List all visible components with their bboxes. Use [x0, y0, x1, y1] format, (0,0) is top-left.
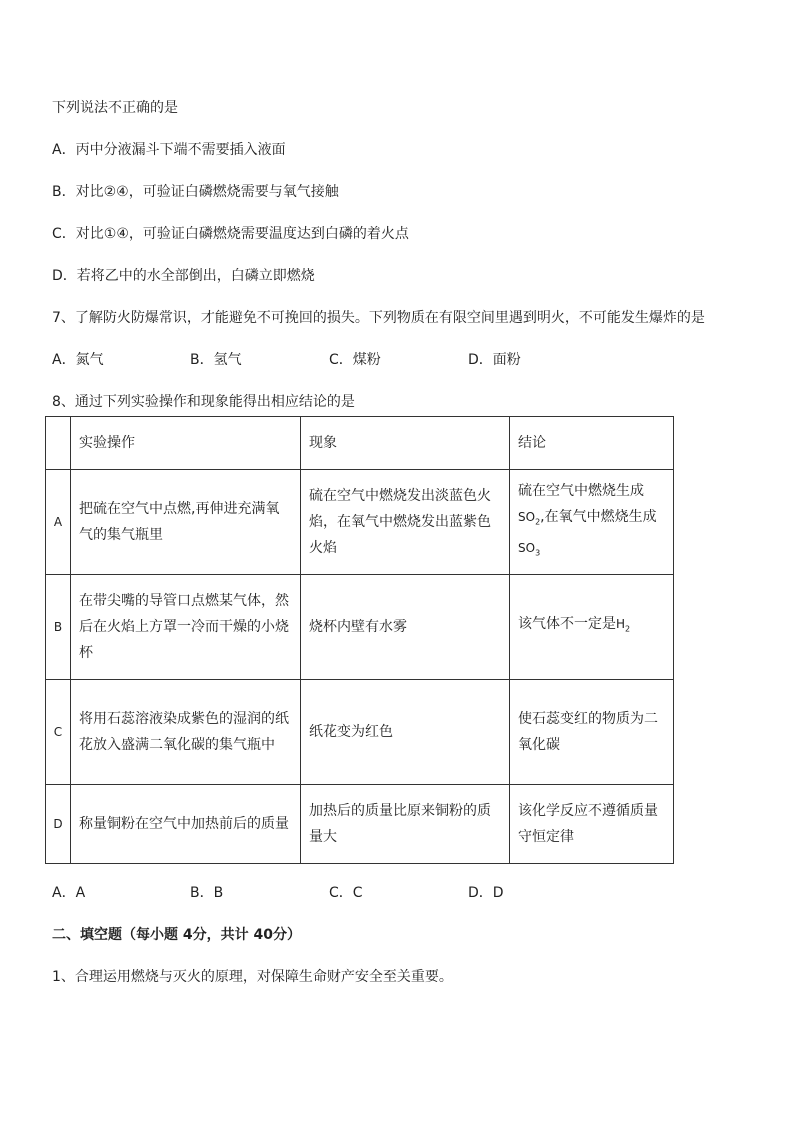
row-operation: 称量铜粉在空气中加热前后的质量	[71, 785, 301, 864]
formula: $H_2$	[616, 617, 631, 634]
header-conclusion: 结论	[510, 417, 674, 470]
section-heading: 二、填空题（每小题 4分，共计 40分）	[52, 927, 301, 943]
row-label: C	[46, 680, 71, 785]
q8-option-b: B．B	[190, 885, 224, 901]
table-row	[46, 470, 674, 575]
q8-option-d: D．D	[468, 885, 504, 901]
row-label: A	[46, 470, 71, 575]
row-operation: 在带尖嘴的导管口点燃某气体，然后在火焰上方罩一冷而干燥的小烧杯	[71, 575, 301, 680]
formula: $SO_2$	[518, 509, 541, 526]
q6-option-c: C．对比①④，可验证白磷燃烧需要温度达到白磷的着火点	[52, 226, 409, 242]
row-phenomenon: 加热后的质量比原来铜粉的质量大	[301, 785, 510, 864]
row-conclusion: 该化学反应不遵循质量守恒定律	[510, 785, 674, 864]
table-row	[46, 785, 674, 864]
row-operation: 将用石蕊溶液染成紫色的湿润的纸花放入盛满二氧化碳的集气瓶中	[71, 680, 301, 785]
conclusion-text: 硫在空气中燃烧生成	[518, 482, 644, 499]
q7-options	[52, 350, 652, 370]
q8-option-a: A．A	[52, 885, 86, 901]
q6-option-a: A．丙中分液漏斗下端不需要插入液面	[52, 142, 286, 158]
header-phenomenon: 现象	[301, 417, 510, 470]
header-operation: 实验操作	[71, 417, 301, 470]
header-label-cell	[46, 417, 71, 470]
q6-stem: 下列说法不正确的是	[52, 100, 178, 116]
row-phenomenon: 硫在空气中燃烧发出淡蓝色火焰，在氧气中燃烧发出蓝紫色火焰	[301, 470, 510, 575]
table-row	[46, 575, 674, 680]
fill-question-1: 1、合理运用燃烧与灭火的原理，对保障生命财产安全至关重要。	[52, 969, 453, 985]
row-conclusion	[510, 470, 674, 575]
formula: $SO_3$	[518, 541, 541, 558]
experiment-table	[45, 416, 674, 864]
q7-option-c: C．煤粉	[329, 352, 381, 368]
row-label: B	[46, 575, 71, 680]
q6-option-b: B．对比②④，可验证白磷燃烧需要与氧气接触	[52, 184, 339, 200]
q6-option-d: D．若将乙中的水全部倒出，白磷立即燃烧	[52, 268, 315, 284]
q7-option-a: A．氮气	[52, 352, 104, 368]
row-label: D	[46, 785, 71, 864]
row-conclusion	[510, 575, 674, 680]
row-phenomenon: 烧杯内壁有水雾	[301, 575, 510, 680]
q8-option-c: C．C	[329, 885, 363, 901]
q7-option-b: B．氢气	[190, 352, 242, 368]
q7-option-d: D．面粉	[468, 352, 521, 368]
conclusion-text: 该气体不一定是	[518, 616, 616, 633]
row-phenomenon: 纸花变为红色	[301, 680, 510, 785]
table-row	[46, 680, 674, 785]
q7-stem: 7、了解防火防爆常识，才能避免不可挽回的损失。下列物质在有限空间里遇到明火，不可能发生爆炸的是	[52, 310, 705, 326]
table-header-row	[46, 417, 674, 470]
row-operation: 把硫在空气中点燃,再伸进充满氧气的集气瓶里	[71, 470, 301, 575]
q8-stem: 8、通过下列实验操作和现象能得出相应结论的是	[52, 394, 355, 410]
conclusion-text: ,在氧气中燃烧生成	[540, 508, 657, 525]
row-conclusion: 使石蕊变红的物质为二氧化碳	[510, 680, 674, 785]
q8-options	[52, 883, 652, 903]
